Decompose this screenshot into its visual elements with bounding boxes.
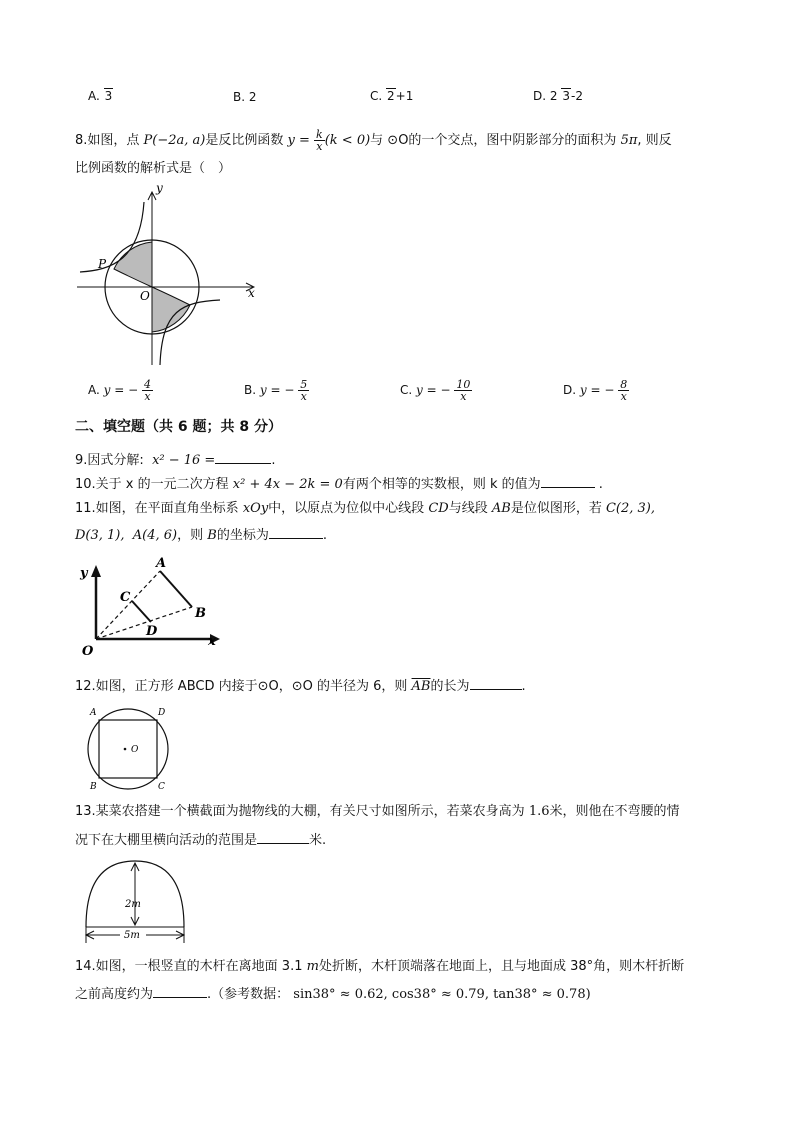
fig-label-x: x: [208, 634, 216, 649]
q11-stem-line1: 11.如图，在平面直角坐标系 xOy中，以原点为位似中心线段 CD与线段 AB是位似图形，若 C(2, 3),: [75, 501, 655, 516]
section-heading: 二、填空题（共 6 题；共 8 分）: [75, 419, 282, 435]
fig-label-p: P: [98, 257, 107, 271]
q8-figure: [72, 180, 262, 370]
fig-label-c: C: [120, 590, 131, 605]
q14-stem-line1: 14.如图，一根竖直的木杆在离地面 3.1 m处折断，木杆顶端落在地面上，且与地面成 38°角，则木杆折断: [75, 959, 685, 974]
fig-label-y: y: [80, 566, 88, 581]
q10-stem: 10.关于 x 的一元二次方程 x² + 4x − 2k = 0有两个相等的实数根，则 k 的值为 .: [75, 474, 603, 494]
q8-stem-line1: 8.如图，点 P(−2a, a)是反比例函数 y = $\frac{k}{x}$ (k < 0)与 ⊙O的一个交点，图中阴影部分的面积为 5π, 则反: [75, 128, 672, 153]
q7-option-c: C. 2+1: [370, 89, 414, 103]
q8-option-c: C. y = − $\frac{10}{x}$: [400, 378, 471, 403]
answer-blank: [257, 830, 309, 844]
q7-option-d: D. 2 3-2: [533, 89, 583, 103]
answer-blank: [470, 676, 522, 690]
fraction: $\frac{k}{x}$: [316, 128, 323, 153]
q7-option-a: A. 3: [88, 89, 113, 103]
fig-label-a: A: [90, 708, 97, 718]
q13-stem-line2: 况下在大棚里横向活动的范围是 米.: [75, 830, 326, 850]
q8-option-a: A. y = − $\frac{4}{x}$: [88, 378, 151, 403]
radical: 3: [104, 89, 113, 103]
fig-label-o: O: [140, 289, 150, 303]
fig-label-d: D: [146, 624, 158, 639]
q8-option-d: D. y = − $\frac{8}{x}$: [563, 378, 628, 403]
fig-label-o: O: [82, 644, 94, 659]
q13-figure: [78, 855, 198, 947]
answer-blank: [541, 474, 595, 488]
fig-label-width: 5m: [124, 930, 140, 941]
fig-label-b: B: [195, 606, 206, 621]
q9-stem: 9.因式分解: x² − 16 = .: [75, 450, 275, 470]
answer-blank: [153, 984, 207, 998]
q8-stem-line2: 比例函数的解析式是（ ）: [75, 161, 232, 176]
q14-stem-line2: 之前高度约为 .（参考数据： sin38° ≈ 0.62, cos38° ≈ 0.79, tan38° ≈ 0.78): [75, 984, 591, 1004]
fig-label-d: D: [158, 708, 166, 718]
q11-stem-line2: D(3, 1), A(4, 6)，则 B的坐标为 .: [75, 525, 327, 545]
q7-option-b: B. 2: [233, 90, 257, 104]
arc-ab: $\overline{AB}$: [411, 679, 431, 694]
q8-option-b: B. y = − $\frac{5}{x}$: [244, 378, 308, 403]
fig-label-c: C: [158, 782, 165, 792]
fig-label-b: B: [90, 782, 97, 792]
answer-blank: [269, 525, 323, 539]
fig-label-a: A: [156, 557, 167, 571]
fig-label-x: x: [248, 286, 255, 300]
q11-figure: [78, 557, 223, 667]
answer-blank: [215, 450, 271, 464]
q12-stem: 12.如图，正方形 ABCD 内接于⊙O，⊙O 的半径为 6，则 $\overline{AB}$的长为 .: [75, 676, 526, 696]
fig-label-height: 2m: [125, 899, 141, 910]
fig-label-o: O: [131, 745, 139, 755]
fig-label-y: y: [156, 181, 163, 195]
q12-figure: [78, 703, 178, 795]
q13-stem-line1: 13.某菜农搭建一个横截面为抛物线的大棚，有关尺寸如图所示，若菜农身高为 1.6米，则他在不弯腰的情: [75, 804, 680, 819]
